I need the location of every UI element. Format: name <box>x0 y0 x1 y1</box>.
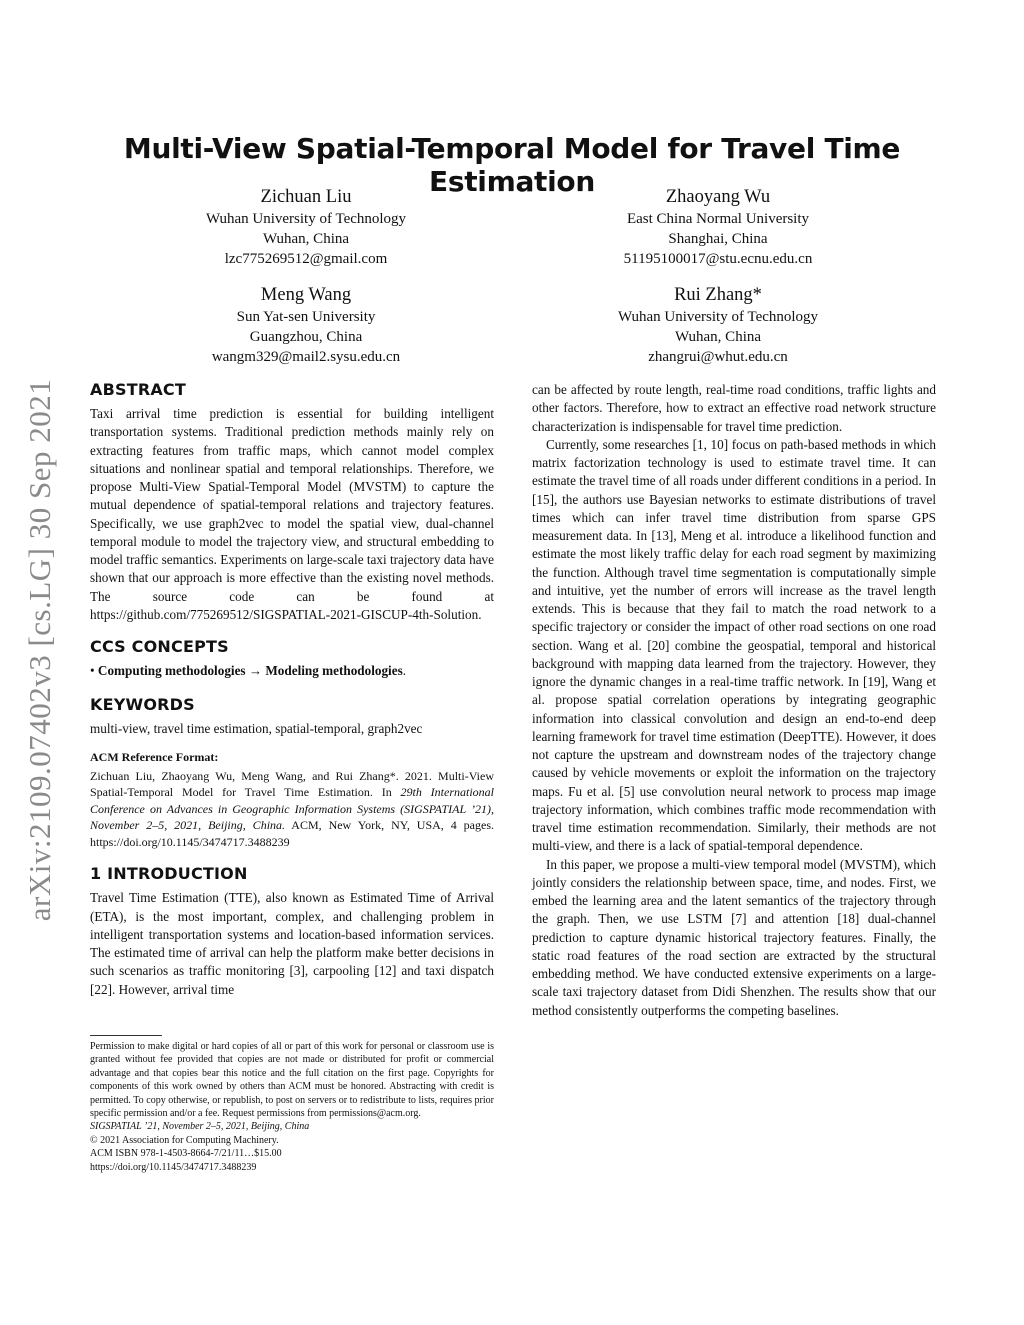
left-column <box>90 380 494 999</box>
author-block <box>141 186 471 269</box>
doi-link[interactable]: https://doi.org/10.1145/3474717.3488239 <box>90 1161 257 1173</box>
abstract-heading: ABSTRACT <box>90 380 186 399</box>
keywords-text: multi-view, travel time estimation, spatial-temporal, graph2vec <box>90 721 423 737</box>
introduction-heading: 1 INTRODUCTION <box>90 864 248 884</box>
introduction-paragraph: Travel Time Estimation (TTE), also known as Estimated Time of Arrival (ETA), is the most important, complex, and challenging problem in intelligent transportation systems and location-based information services. The estimated time of arrival can help the platform make better decisions in such scenarios as traffic monitoring [3], carpooling [12] and taxi dispatch [22]. However, arrival time <box>90 890 494 997</box>
author-location: Wuhan, China <box>674 329 762 345</box>
introduction-paragraph: can be affected by route length, real-time road conditions, traffic lights and other factors. Therefore, how to extract an effective road network structure characterization is indispensable for travel time prediction. <box>532 382 936 434</box>
author-block <box>553 284 883 367</box>
ccs-concepts <box>90 662 494 680</box>
author-location: Shanghai, China <box>668 231 768 247</box>
author-affiliation: East China Normal University <box>626 211 810 227</box>
author-name: Rui Zhang* <box>674 285 762 305</box>
footnote <box>90 1040 494 1174</box>
ccs-bullet: • <box>90 663 95 678</box>
introduction-paragraph: Currently, some researches [1, 10] focus on path-based methods in which matrix factorization technology is used to estimate travel time. It can estimate the travel time of all roads under different conditions in a period. In [15], the authors use Bayesian networks to estimate distributions of travel times which can infer travel time distribution from sparse GPS measurement data. In [13], Meng et al. introduce a likelihood function and estimate the most likely traffic delay for each road segment by maximizing the function. Although travel time segmentation is computationally simple and intuitive, yet the number of errors will increase as the travel length extends. This is because that they fail to match the road network to a specific trajectory or consider the impact of other road sections on one road section. Wang et al. [20] combine the geospatial, temporal and historical background with mapping data learned from the trajectory. However, they ignore the dynamic changes in a real-time traffic network. In [19], Wang et al. propose spatial correlation operations by integrating geographic information into classical convolution and design an end-to-end deep learning framework for travel time estimation (DeepTTE). However, it does not capture the upstream and downstream nodes of the trajectory change caused by vehicle movements or exploit the information on the trajectory maps. Fu et al. [5] use convolution neural network to process map image trajectory information, which combines traffic mode recommendation with travel time estimation recommendation. Similarly, their methods are not multi-view, and there is a lack of spatial-temporal dependence. <box>532 436 936 854</box>
arxiv-id[interactable]: arXiv:2109.07402v3 [cs.LG] 30 Sep 2021 <box>22 378 57 922</box>
permission-notice: Permission to make digital or hard copies of all or part of this work for personal or classroom use is granted without fee provided that copies are not made or distributed for profit or commercial advantage and that copies bear this notice and the full citation on the first page. Copyrights for components of this work owned by others than ACM must be honored. Abstracting with credit is permitted. To copy otherwise, or republish, to post on servers or to redistribute to lists, requires prior specific permission and/or a fee. Request permissions from permissions@acm.org. <box>90 1041 494 1120</box>
author-affiliation: Sun Yat-sen University <box>236 309 376 325</box>
acm-reference-venue: 29th International Conference on Advances in Geographic Information Systems (SIGSPATIAL ’21), November 2–5, 2021, Beijing, China. <box>90 785 494 833</box>
ccs-item: Modeling methodologies <box>265 663 403 678</box>
ccs-end: . <box>402 663 407 678</box>
isbn: ACM ISBN 978-1-4503-8664-7/21/11…$15.00 <box>90 1148 282 1160</box>
keywords-heading: KEYWORDS <box>90 695 195 715</box>
author-name: Zhaoyang Wu <box>665 187 771 207</box>
author-email[interactable]: lzc775269512@gmail.com <box>224 251 388 267</box>
author-location: Guangzhou, China <box>249 329 363 345</box>
author-affiliation: Wuhan University of Technology <box>205 211 407 227</box>
acm-reference-heading: ACM Reference Format: <box>90 749 219 764</box>
copyright-notice: © 2021 Association for Computing Machinery. <box>90 1134 279 1146</box>
conference-info: SIGSPATIAL ’21, November 2–5, 2021, Beijing, China <box>90 1121 310 1133</box>
author-email[interactable]: zhangrui@whut.edu.cn <box>648 349 788 365</box>
author-email[interactable]: wangm329@mail2.sysu.edu.cn <box>211 349 401 365</box>
abstract-text: Taxi arrival time prediction is essential for building intelligent transportation systems. Traditional prediction methods mainly rely on extracting features from traffic maps, which cannot model complex situations and nonlinear spatial and temporal relationships. Therefore, we propose Multi-View Spatial-Temporal Model (MVSTM) to capture the mutual dependence of spatial-temporal relations and trajectory features. Specifically, we use graph2vec to model the spatial view, dual-channel temporal module to model the trajectory view, and structural embedding to model traffic semantics. Experiments on large-scale taxi trajectory data have shown that our approach is more effective than the existing novel methods. The source code can be found at https://github.com/775269512/SIGSPATIAL-2021-GISCUP-4th-Solution. <box>90 406 494 622</box>
acm-reference-publisher: ACM, New York, NY, USA, 4 pages. https://doi.org/10.1145/3474717.3488239 <box>90 818 494 849</box>
author-affiliation: Wuhan University of Technology <box>617 309 819 325</box>
ccs-item: Computing methodologies <box>97 663 246 678</box>
author-email[interactable]: 51195100017@stu.ecnu.edu.cn <box>623 251 813 267</box>
author-block <box>553 186 883 269</box>
ccs-arrow: → <box>248 663 263 678</box>
ccs-heading: CCS CONCEPTS <box>90 637 229 656</box>
arxiv-sidebar <box>10 355 70 945</box>
author-name: Zichuan Liu <box>260 187 352 207</box>
author-location: Wuhan, China <box>262 231 350 247</box>
right-column <box>532 381 936 1020</box>
acm-reference-text <box>90 768 494 851</box>
author-name: Meng Wang <box>260 285 352 305</box>
paper-title: Multi-View Spatial-Temporal Model for Travel Time Estimation <box>123 132 901 198</box>
author-block <box>141 284 471 367</box>
footnote-rule <box>90 1035 162 1036</box>
acm-reference-authors: Zichuan Liu, Zhaoyang Wu, Meng Wang, and Rui Zhang*. 2021. Multi-View Spatial-Temporal Model for Travel Time Estimation. In <box>90 768 494 800</box>
introduction-paragraph: In this paper, we propose a multi-view temporal model (MVSTM), which jointly considers the relationship between space, time, and nodes. First, we embed the learning area and the latent semantics of the trajectory through the graph. Then, we use LSTM [7] and attention [18] dual-channel prediction to capture dynamic historical trajectory features. Finally, the static road features of the road section are extracted by the structural embedding method. We have conducted extensive experiments on a large-scale taxi trajectory dataset from Didi Shenzhen. The results show that our method consistently outperforms the competing baselines. <box>532 856 936 1018</box>
